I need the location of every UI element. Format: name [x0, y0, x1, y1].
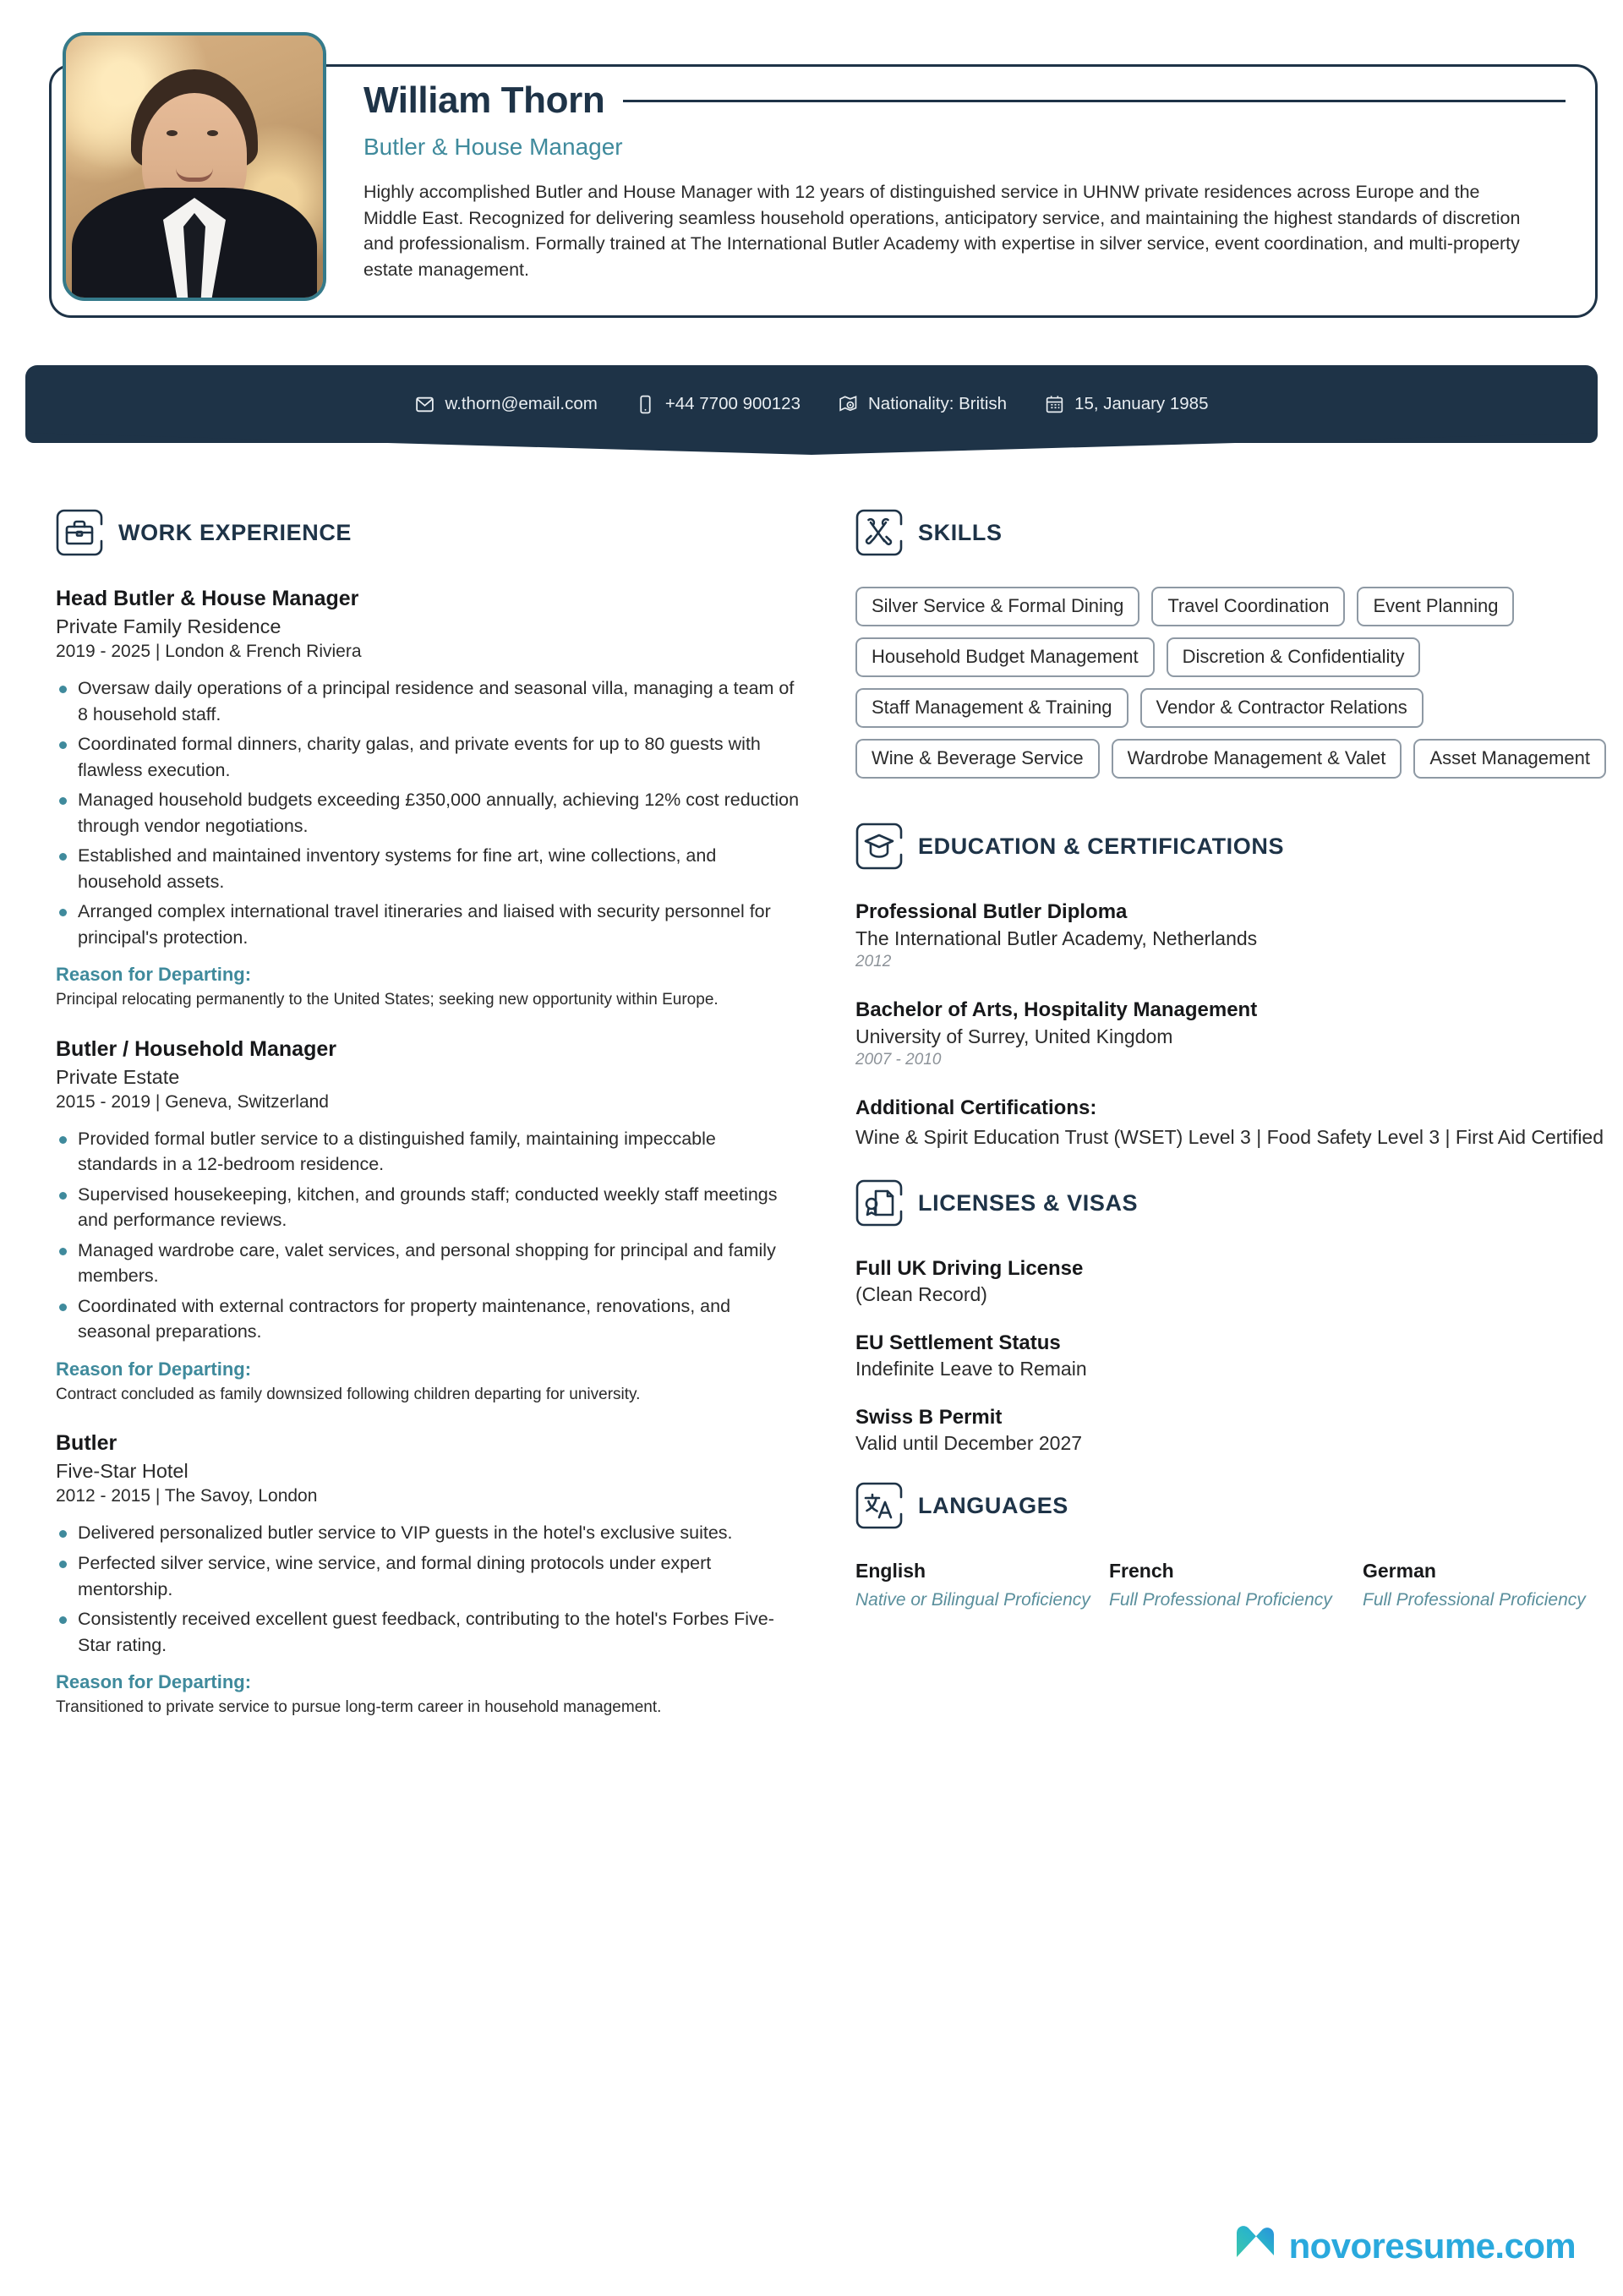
- job-bullet: Supervised housekeeping, kitchen, and grounds staff; conducted weekly staff meetings and performance reviews.: [56, 1182, 800, 1233]
- additional-certifications: [855, 1096, 1616, 1151]
- calendar-icon: [1044, 394, 1065, 415]
- skill-tag: Wine & Beverage Service: [855, 739, 1100, 779]
- education-entry: [855, 998, 1616, 1069]
- skill-tag: Silver Service & Formal Dining: [855, 587, 1139, 626]
- job-meta: 2019 - 2025 | London & French Riviera: [56, 642, 362, 661]
- language-level: Full Professional Proficiency: [1109, 1590, 1332, 1610]
- section-title-education: EDUCATION & CERTIFICATIONS: [918, 833, 1285, 859]
- additional-certifications-text: Wine & Spirit Education Trust (WSET) Level 3 | Food Safety Level 3 | First Aid Certified: [855, 1126, 1604, 1148]
- reason-for-departing-text: Transitioned to private service to pursue long-term career in household management.: [56, 1698, 662, 1717]
- section-title-licenses: LICENSES & VISAS: [918, 1189, 1139, 1216]
- education-school: The International Butler Academy, Netherlands: [855, 927, 1258, 949]
- job-bullet: Managed wardrobe care, valet services, and personal shopping for principal and family members.: [56, 1238, 800, 1289]
- section-title-skills: SKILLS: [918, 519, 1003, 545]
- right-column: [835, 507, 1616, 1745]
- job-meta: 2012 - 2015 | The Savoy, London: [56, 1486, 318, 1506]
- reason-for-departing-text: Principal relocating permanently to the United States; seeking new opportunity within Europe.: [56, 991, 719, 1009]
- language-name: French: [1109, 1560, 1174, 1583]
- translate-icon: [855, 1480, 903, 1531]
- profile-summary: Highly accomplished Butler and House Manager with 12 years of distinguished service in UHNW private residences across Europe and the Middle East. Recognized for delivering seamless household operations, anticipatory service, and maintaining the highest standards of discretion and professionalism. Formally trained at The International Butler Academy with expertise in silver service, event coordination, and multi-property estate management.: [363, 182, 1521, 280]
- skill-tag: Household Budget Management: [855, 637, 1155, 677]
- language-name: English: [855, 1560, 926, 1583]
- envelope-icon: [414, 394, 435, 415]
- skill-tag: Travel Coordination: [1151, 587, 1345, 626]
- job-bullet: Arranged complex international travel itineraries and liaised with security personnel for principal's protection.: [56, 899, 800, 950]
- language-level: Full Professional Proficiency: [1363, 1590, 1586, 1610]
- avatar: [63, 32, 326, 301]
- contact-nationality: [819, 394, 1025, 415]
- job-company: Private Family Residence: [56, 615, 281, 637]
- education-date: 2007 - 2010: [855, 1051, 942, 1069]
- graduation-cap-icon: [855, 821, 903, 872]
- job-entry: [56, 1037, 800, 1407]
- page-title: William Thorn: [363, 79, 605, 121]
- license-entry: [855, 1406, 1616, 1455]
- skill-tag: Vendor & Contractor Relations: [1140, 688, 1424, 728]
- section-title-languages: LANGUAGES: [918, 1492, 1068, 1518]
- section-header-work-experience: [56, 507, 800, 558]
- section-header-licenses: [855, 1178, 1616, 1228]
- job-bullet: Consistently received excellent guest feedback, contributing to the hotel's Forbes Five-Star rating.: [56, 1606, 800, 1658]
- skill-tag: Wardrobe Management & Valet: [1112, 739, 1402, 779]
- briefcase-icon: [56, 507, 103, 558]
- contact-bar: [25, 365, 1598, 443]
- skill-tag: Event Planning: [1357, 587, 1514, 626]
- education-degree: Bachelor of Arts, Hospitality Management: [855, 998, 1258, 1021]
- job-company: Private Estate: [56, 1065, 180, 1088]
- skill-tag: Asset Management: [1413, 739, 1606, 779]
- section-header-skills: [855, 507, 1616, 558]
- license-sub: Indefinite Leave to Remain: [855, 1358, 1087, 1380]
- license-sub: (Clean Record): [855, 1283, 987, 1306]
- license-title: Swiss B Permit: [855, 1406, 1003, 1430]
- job-bullets: [56, 1520, 800, 1658]
- header-text: [363, 79, 1566, 282]
- language-item: [1363, 1560, 1616, 1613]
- education-degree: Professional Butler Diploma: [855, 900, 1128, 923]
- license-title: Full UK Driving License: [855, 1257, 1084, 1281]
- job-company: Five-Star Hotel: [56, 1460, 189, 1483]
- job-bullet: Managed household budgets exceeding £350,000 annually, achieving 12% cost reduction through vendor negotiations.: [56, 787, 800, 839]
- license-sub: Valid until December 2027: [855, 1432, 1083, 1455]
- reason-for-departing-label: Reason for Departing:: [56, 1358, 252, 1380]
- map-pin-icon: [838, 394, 859, 415]
- contact-phone[interactable]: [616, 394, 819, 415]
- job-title: Butler & House Manager: [363, 134, 623, 160]
- novoresume-mark-icon: [1233, 2222, 1277, 2269]
- job-bullets: [56, 675, 800, 950]
- education-date: 2012: [855, 953, 892, 970]
- job-entry: [56, 1431, 800, 1719]
- language-item: [1109, 1560, 1363, 1613]
- languages-list: [855, 1560, 1616, 1613]
- job-bullet: Coordinated formal dinners, charity galas, and private events for up to 80 guests with flawless execution.: [56, 731, 800, 783]
- section-header-education: [855, 821, 1616, 872]
- job-role: Butler / Household Manager: [56, 1036, 336, 1061]
- job-bullets: [56, 1126, 800, 1345]
- contact-birthdate-text: 15, January 1985: [1074, 394, 1209, 413]
- job-entry: [56, 587, 800, 1012]
- license-entry: [855, 1257, 1616, 1306]
- job-bullet: Oversaw daily operations of a principal residence and seasonal villa, managing a team of 8 household staff.: [56, 675, 800, 727]
- section-title-work-experience: WORK EXPERIENCE: [118, 519, 352, 545]
- reason-for-departing-label: Reason for Departing:: [56, 1671, 252, 1693]
- skill-tag: Discretion & Confidentiality: [1167, 637, 1421, 677]
- job-role: Head Butler & House Manager: [56, 587, 359, 610]
- portrait-photo: [66, 36, 323, 298]
- language-item: [855, 1560, 1109, 1613]
- certificate-icon: [855, 1178, 903, 1228]
- skill-tag: Staff Management & Training: [855, 688, 1128, 728]
- job-bullet: Perfected silver service, wine service, and formal dining protocols under expert mentorship.: [56, 1550, 800, 1602]
- contact-email[interactable]: [396, 394, 615, 415]
- job-meta: 2015 - 2019 | Geneva, Switzerland: [56, 1091, 329, 1112]
- job-bullet: Delivered personalized butler service to VIP guests in the hotel's exclusive suites.: [56, 1520, 800, 1546]
- additional-certifications-label: Additional Certifications:: [855, 1096, 1097, 1119]
- contact-nationality-text: Nationality: British: [868, 394, 1008, 413]
- job-bullet: Coordinated with external contractors for property maintenance, renovations, and seasonal preparations.: [56, 1293, 800, 1345]
- job-bullet: Established and maintained inventory systems for fine art, wine collections, and household assets.: [56, 843, 800, 894]
- job-bullet: Provided formal butler service to a distinguished family, maintaining impeccable standards in a 12-bedroom residence.: [56, 1126, 800, 1178]
- education-school: University of Surrey, United Kingdom: [855, 1025, 1173, 1047]
- license-title: EU Settlement Status: [855, 1331, 1061, 1355]
- section-header-languages: [855, 1480, 1616, 1531]
- contact-email-text: w.thorn@email.com: [445, 394, 598, 413]
- resume-body: [0, 507, 1623, 1745]
- contact-birthdate: [1025, 394, 1227, 415]
- novoresume-logo[interactable]: [1233, 2222, 1576, 2269]
- education-entry: [855, 900, 1616, 971]
- language-name: German: [1363, 1560, 1436, 1583]
- left-column: [56, 507, 800, 1745]
- name-divider: [623, 100, 1566, 102]
- contact-phone-text: +44 7700 900123: [664, 394, 801, 413]
- language-level: Native or Bilingual Proficiency: [855, 1590, 1090, 1610]
- name-row: [363, 79, 1566, 122]
- header: [25, 32, 1598, 328]
- contact-bar-chevron: [25, 433, 1598, 455]
- skills-list: [855, 587, 1616, 779]
- reason-for-departing-text: Contract concluded as family downsized following children departing for university.: [56, 1385, 641, 1403]
- job-role: Butler: [56, 1431, 117, 1456]
- license-entry: [855, 1331, 1616, 1380]
- reason-for-departing-label: Reason for Departing:: [56, 964, 252, 986]
- phone-icon: [635, 394, 656, 415]
- novoresume-wordmark: novoresume.com: [1288, 2225, 1576, 2266]
- tools-icon: [855, 507, 903, 558]
